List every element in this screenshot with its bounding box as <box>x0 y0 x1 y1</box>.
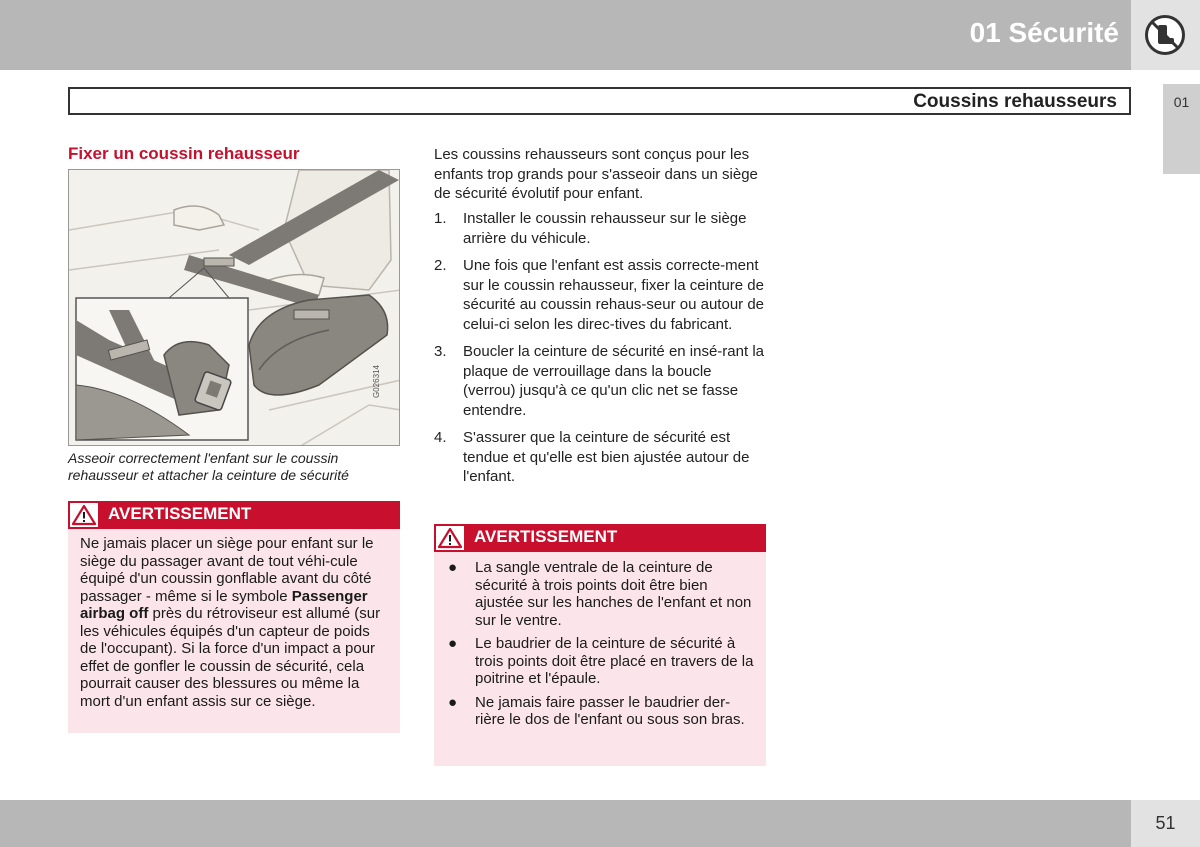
step-text: Installer le coussin rehausseur sur le siège arrière du véhicule. <box>463 210 747 247</box>
warning-text <box>68 529 400 710</box>
warning-title: AVERTISSEMENT <box>108 504 252 523</box>
left-heading: Fixer un coussin rehausseur <box>68 144 300 163</box>
warning-title: AVERTISSEMENT <box>474 527 618 546</box>
page-number-box <box>1131 800 1200 847</box>
warning-list <box>434 552 766 729</box>
step-item <box>434 209 764 248</box>
step-number: 1. <box>434 210 447 227</box>
warning-list-item <box>446 694 756 729</box>
warning-text-part1: Ne jamais placer un siège pour enfant sur le siège du passager avant de tout véhi-cule équipé d'un coussin gonflable avant du côté passager - même si le symbole <box>80 535 374 605</box>
section-title-bar <box>68 87 1131 115</box>
step-number: 4. <box>434 429 447 446</box>
section-title: Coussins rehausseurs <box>913 91 1117 112</box>
warning-list-item <box>446 559 756 629</box>
warning-box-right <box>434 524 766 766</box>
warning-header <box>68 501 400 529</box>
figure-code: G026314 <box>372 365 381 398</box>
warning-triangle-icon <box>434 524 466 552</box>
step-number: 3. <box>434 343 447 360</box>
intro-paragraph: Les coussins rehausseurs sont conçus pour les enfants trop grands pour s'asseoir dans un siège de sécurité évolutif pour enfant. <box>434 146 758 202</box>
bullet-icon: ● <box>448 559 458 576</box>
side-tab-label: 01 <box>1173 94 1190 110</box>
step-text: Une fois que l'enfant est assis correcte-ment sur le coussin rehausseur, fixer la ceinture de sécurité au coussin rehaus-seur ou autour de celui-ci selon les direc-tives du fabricant. <box>463 257 765 333</box>
bullet-icon: ● <box>448 693 458 711</box>
warning-symbol-name: Passenger airbag off <box>80 587 368 622</box>
step-number: 2. <box>434 257 447 274</box>
warning-box-left <box>68 501 400 733</box>
page-number: 51 <box>1155 813 1176 833</box>
chapter-side-tab[interactable] <box>1163 84 1200 174</box>
warning-list-item <box>446 635 756 688</box>
chapter-header-bar <box>0 0 1131 70</box>
warning-item-text: Le baudrier de la ceinture de sécurité à trois points doit être placé en travers de la poitrine et l'épaule. <box>475 635 754 687</box>
step-text: S'assurer que la ceinture de sécurité est tendue et qu'elle est bien ajustée autour de l'enfant. <box>463 429 750 485</box>
step-item <box>434 256 764 334</box>
footer-bar <box>0 800 1131 847</box>
chapter-title: 01 Sécurité <box>969 17 1119 48</box>
warning-header <box>434 524 766 552</box>
step-item <box>434 428 764 487</box>
illustration-drawing <box>69 170 400 446</box>
warning-item-text: La sangle ventrale de la ceinture de sécurité à trois points doit être bien ajustée sur les hanches de l'enfant et non sur le ventre. <box>475 559 752 629</box>
booster-seat-illustration <box>68 169 400 446</box>
step-text: Boucler la ceinture de sécurité en insé-rant la plaque de verrouillage dans la boucle (verrou) jusqu'à ce qu'un clic net se fasse entendre. <box>463 343 764 419</box>
warning-item-text: Ne jamais faire passer le baudrier der-rière le dos de l'enfant ou sous son bras. <box>475 693 745 728</box>
figure-caption: Asseoir correctement l'enfant sur le coussin rehausseur et attacher la ceinture de sécurité <box>68 450 349 483</box>
chapter-icon-box <box>1131 0 1200 70</box>
warning-text-part2: près du rétroviseur est allumé (sur les véhicules équipés d'un capteur de poids de l'occupant). Si la force d'un impact a pour effet de gonfler le coussin de sécurité, cela pourrait causer des blessures ou même la mort d'un enfant assis sur ce siège. <box>80 605 381 710</box>
warning-triangle-icon <box>68 501 100 529</box>
no-child-seat-icon <box>1144 14 1186 56</box>
step-item <box>434 342 764 420</box>
bullet-icon: ● <box>448 635 458 652</box>
instruction-steps <box>434 209 764 495</box>
